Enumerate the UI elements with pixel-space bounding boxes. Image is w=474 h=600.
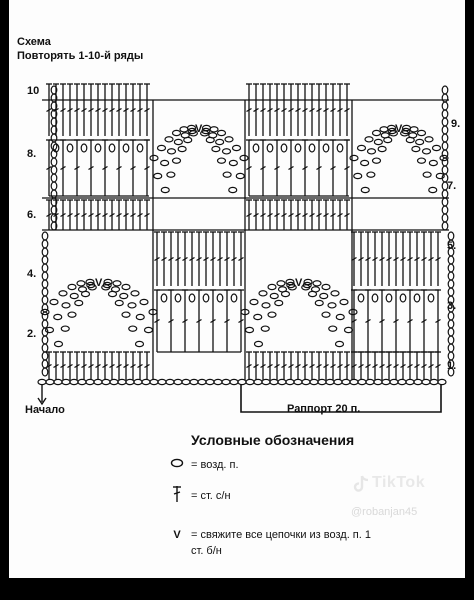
chain-stitch [442, 206, 448, 214]
chain-stitch [62, 303, 70, 308]
chain-stitch [145, 327, 153, 332]
chain-stitch [136, 341, 144, 346]
chain-stitch [416, 139, 424, 144]
join-v-mark: V [195, 123, 203, 135]
chain-stitch [123, 144, 129, 152]
chain-stitch [128, 303, 136, 308]
chain-stitch [54, 379, 62, 384]
chain-stitch [322, 312, 330, 317]
chain-stitch [250, 299, 258, 304]
chain-stitch [313, 281, 321, 286]
chain-stitch [336, 314, 344, 319]
chain-stitch [350, 379, 358, 384]
chain-stitch [428, 294, 434, 302]
chain-stitch [361, 187, 369, 192]
legend-text-join-cont: ст. б/н [191, 545, 222, 557]
chain-stitch [42, 288, 48, 296]
chain-stitch [442, 86, 448, 94]
diagram-title: Схема [17, 36, 51, 48]
chain-stitch [42, 272, 48, 280]
chain-stitch [109, 291, 117, 296]
chain-stitch [425, 137, 433, 142]
chain-stitch [322, 284, 330, 289]
chain-stitch [259, 291, 267, 296]
chain-stitch [277, 281, 285, 286]
chain-stitch [154, 173, 162, 178]
chain-stitch [42, 336, 48, 344]
join-v-mark: V [395, 123, 403, 135]
chain-stitch [236, 173, 244, 178]
chain-stitch [418, 158, 426, 163]
chain-stitch [42, 280, 48, 288]
chain-stitch [448, 344, 454, 352]
chain-stitch [433, 145, 441, 150]
chain-stitch [414, 379, 422, 384]
tiktok-logo-icon [352, 474, 370, 499]
chain-stitch [246, 379, 254, 384]
chain-stitch [270, 293, 278, 298]
chain-stitch [373, 158, 381, 163]
chain-stitch [410, 127, 418, 132]
row-label-9: 9. [451, 118, 461, 130]
chain-stitch [442, 166, 448, 174]
chain-stitch [129, 326, 137, 331]
chain-stitch [59, 291, 67, 296]
chain-stitch [382, 379, 390, 384]
start-label: Начало [25, 404, 65, 416]
chain-stitch [448, 272, 454, 280]
chain-stitch [366, 379, 374, 384]
chain-stitch [136, 314, 144, 319]
chain-stitch [54, 314, 62, 319]
chain-stitch [246, 327, 254, 332]
chain-stitch [182, 379, 190, 384]
chain-stitch [173, 130, 181, 135]
tiktok-username: @robanjan45 [351, 506, 418, 518]
chain-stitch [180, 127, 188, 132]
chain-stitch [229, 187, 237, 192]
chain-stitch [262, 379, 270, 384]
chain-stitch [345, 327, 353, 332]
chain-stitch [358, 294, 364, 302]
chain-stitch [78, 379, 86, 384]
chain-stitch [240, 155, 248, 160]
chain-stitch [51, 166, 57, 174]
chain-stitch [442, 198, 448, 206]
chain-stitch [448, 256, 454, 264]
chain-stitch [165, 137, 173, 142]
chain-stitch [442, 94, 448, 102]
chain-stitch [113, 281, 121, 286]
chain-stitch [70, 379, 78, 384]
chain-stitch [178, 146, 186, 151]
chain-stitch [448, 312, 454, 320]
chain-stitch [358, 379, 366, 384]
chain-stitch [231, 294, 237, 302]
chain-stitch [174, 379, 182, 384]
chain-stitch [142, 379, 150, 384]
chain-stitch [230, 379, 238, 384]
chain-stitch [281, 144, 287, 152]
chain-stitch [406, 379, 414, 384]
chain-stitch [329, 326, 337, 331]
chain-stitch [70, 293, 78, 298]
chain-stitch [68, 312, 76, 317]
chain-stitch [368, 149, 376, 154]
chain-stitch [158, 379, 166, 384]
chain-stitch [442, 142, 448, 150]
row-label-1: 1. [447, 360, 457, 372]
chain-stitch [367, 172, 375, 177]
chain-stitch [120, 293, 128, 298]
chain-stitch [42, 360, 48, 368]
chain-stitch [161, 187, 169, 192]
join-v-mark: V [95, 277, 103, 289]
chain-stitch [361, 160, 369, 165]
chain-stitch [380, 127, 388, 132]
chain-stitch [206, 379, 214, 384]
chain-stitch [442, 110, 448, 118]
chain-stitch [122, 312, 130, 317]
chain-stitch [126, 379, 134, 384]
chain-stitch [189, 294, 195, 302]
chain-stitch [270, 379, 278, 384]
chain-stitch [295, 144, 301, 152]
chain-stitch [150, 155, 158, 160]
chain-stitch [374, 139, 382, 144]
chain-stitch [331, 291, 339, 296]
chain-stitch [414, 294, 420, 302]
chain-stitch [354, 173, 362, 178]
legend-item-chain [169, 458, 239, 471]
tiktok-brand: TikTok [372, 474, 426, 491]
chain-stitch [429, 160, 437, 165]
chain-stitch [212, 146, 220, 151]
chain-stitch [423, 172, 431, 177]
chain-stitch [62, 379, 70, 384]
row-label-3: 3. [447, 300, 457, 312]
chain-stitch [150, 379, 158, 384]
chain-stitch [67, 144, 73, 152]
chain-stitch [115, 300, 123, 305]
chain-stitch [225, 137, 233, 142]
row-label-6: 6. [27, 209, 37, 221]
chain-stitch [350, 155, 358, 160]
chain-stitch [390, 379, 398, 384]
chain-stitch [95, 144, 101, 152]
chain-stitch [310, 379, 318, 384]
chain-stitch [94, 379, 102, 384]
chain-stitch [161, 294, 167, 302]
chain-stitch-icon [169, 458, 185, 471]
chain-stitch [214, 379, 222, 384]
chain-stitch [374, 379, 382, 384]
chain-stitch [218, 130, 226, 135]
chain-stitch [122, 284, 130, 289]
chain-stitch [51, 134, 57, 142]
chain-stitch [336, 341, 344, 346]
chain-stitch [198, 379, 206, 384]
chain-stitch [42, 264, 48, 272]
row-label-8: 8. [27, 148, 37, 160]
chain-stitch [282, 291, 290, 296]
chain-stitch [286, 379, 294, 384]
chain-stitch [423, 149, 431, 154]
chain-stitch [328, 303, 336, 308]
row-label-7: 7. [447, 180, 457, 192]
chain-stitch [442, 134, 448, 142]
chain-stitch [46, 379, 54, 384]
chain-stitch [442, 102, 448, 110]
chain-stitch [131, 291, 139, 296]
chain-stitch [315, 300, 323, 305]
repeat-label: Раппорт 20 п. [287, 403, 361, 415]
chain-stitch [254, 379, 262, 384]
chain-stitch [442, 158, 448, 166]
chain-stitch [294, 379, 302, 384]
chain-stitch [262, 303, 270, 308]
chain-stitch [412, 146, 420, 151]
chain-stitch [190, 379, 198, 384]
chain-stitch [268, 284, 276, 289]
chain-stitch [386, 294, 392, 302]
chain-stitch [253, 144, 259, 152]
chain-stitch [51, 190, 57, 198]
chain-stitch [55, 341, 63, 346]
chain-stitch [167, 172, 175, 177]
chain-stitch [161, 160, 169, 165]
legend-text-dc: = ст. с/н [191, 489, 231, 502]
chain-stitch [166, 379, 174, 384]
chain-stitch [365, 137, 373, 142]
chain-stitch [229, 160, 237, 165]
chain-stitch [51, 182, 57, 190]
chain-stitch [448, 264, 454, 272]
legend-item-join-cont [191, 545, 222, 557]
chain-stitch [218, 158, 226, 163]
chain-stitch [398, 379, 406, 384]
chain-stitch [442, 150, 448, 158]
chain-stitch [51, 158, 57, 166]
chain-stitch [223, 149, 231, 154]
chain-stitch [42, 352, 48, 360]
row-label-2: 2. [27, 328, 37, 340]
chain-stitch [323, 144, 329, 152]
chain-stitch [337, 144, 343, 152]
chain-stitch [42, 304, 48, 312]
row-label-4: 4. [27, 268, 37, 280]
chain-stitch [238, 379, 246, 384]
chain-stitch [372, 294, 378, 302]
chain-stitch [68, 284, 76, 289]
chain-stitch [61, 326, 69, 331]
chain-stitch [255, 341, 263, 346]
chain-stitch [430, 379, 438, 384]
chain-stitch [442, 126, 448, 134]
chain-stitch [448, 288, 454, 296]
double-crochet-icon [169, 485, 185, 506]
chain-stitch [137, 144, 143, 152]
chain-stitch [448, 320, 454, 328]
chain-stitch [438, 379, 446, 384]
chain-stitch [373, 130, 381, 135]
legend-text-join: = свяжите все цепочки из возд. п. 1 [191, 529, 371, 541]
chain-stitch [42, 240, 48, 248]
chain-stitch [442, 118, 448, 126]
chain-stitch [118, 379, 126, 384]
chain-stitch [42, 344, 48, 352]
chain-stitch [223, 172, 231, 177]
chain-stitch [442, 214, 448, 222]
chain-stitch [42, 320, 48, 328]
chain-stitch [173, 158, 181, 163]
chain-stitch [320, 293, 328, 298]
chain-stitch [51, 174, 57, 182]
row-label-10: 10 [27, 85, 40, 97]
chain-stitch [50, 299, 58, 304]
chain-stitch [216, 139, 224, 144]
legend-item-dc [169, 485, 231, 506]
chain-stitch [81, 144, 87, 152]
chain-stitch [267, 144, 273, 152]
chain-stitch [309, 144, 315, 152]
chain-stitch [168, 149, 176, 154]
chain-stitch [448, 336, 454, 344]
chain-stitch [102, 379, 110, 384]
chain-stitch [448, 352, 454, 360]
chain-stitch [217, 294, 223, 302]
chain-stitch [378, 146, 386, 151]
chain-stitch [140, 299, 148, 304]
chain-stitch [422, 379, 430, 384]
chain-stitch [42, 256, 48, 264]
row-label-5: 5. [447, 240, 457, 252]
chain-stitch [261, 326, 269, 331]
chain-stitch [42, 232, 48, 240]
chain-stitch [309, 291, 317, 296]
chain-stitch [448, 280, 454, 288]
chain-stitch [174, 139, 182, 144]
chain-stitch [158, 145, 166, 150]
chain-stitch [342, 379, 350, 384]
chain-stitch [75, 300, 83, 305]
legend-item-join [169, 529, 371, 541]
chain-stitch [442, 222, 448, 230]
chain-stitch [110, 379, 118, 384]
chain-stitch [349, 309, 357, 314]
chain-stitch [302, 379, 310, 384]
join-v-icon: V [173, 529, 181, 541]
diagram-subtitle: Повторять 1-10-й ряды [17, 50, 144, 62]
chain-stitch [86, 379, 94, 384]
chain-stitch [42, 312, 48, 320]
chain-stitch [42, 368, 48, 376]
chain-stitch [275, 300, 283, 305]
chain-stitch [38, 379, 46, 384]
chain-stitch [42, 248, 48, 256]
chain-stitch [42, 296, 48, 304]
chain-stitch [448, 328, 454, 336]
chain-stitch [358, 145, 366, 150]
chain-stitch [418, 130, 426, 135]
chain-stitch [109, 144, 115, 152]
chain-stitch [278, 379, 286, 384]
chain-stitch [175, 294, 181, 302]
chain-stitch [254, 314, 262, 319]
chain-stitch [318, 379, 326, 384]
legend-title: Условные обозначения [191, 432, 355, 448]
chain-stitch [268, 312, 276, 317]
legend-text-chain: = возд. п. [191, 458, 239, 471]
chain-stitch [340, 299, 348, 304]
chain-stitch [429, 187, 437, 192]
chain-stitch [134, 379, 142, 384]
chain-stitch [77, 281, 85, 286]
chain-stitch [400, 294, 406, 302]
chain-stitch [82, 291, 90, 296]
join-v-mark: V [295, 277, 303, 289]
chain-stitch [222, 379, 230, 384]
chain-stitch [448, 232, 454, 240]
chain-stitch [334, 379, 342, 384]
chain-stitch [233, 145, 241, 150]
chain-stitch [210, 127, 218, 132]
chain-stitch [203, 294, 209, 302]
chain-stitch [326, 379, 334, 384]
